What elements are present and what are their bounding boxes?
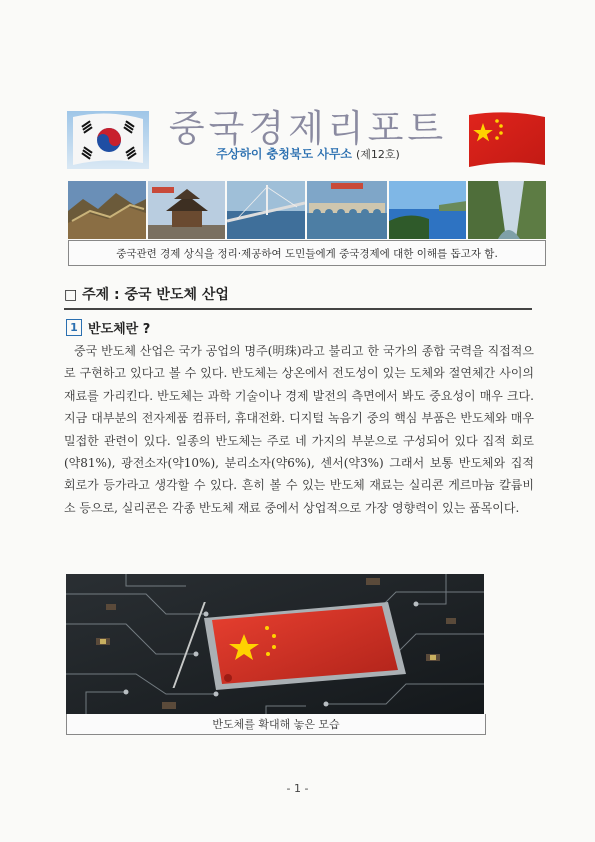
intro-note: 중국관련 경제 상식을 정리·제공하여 도민들에게 중국경제에 대한 이해를 돕고자 함. (68, 240, 546, 266)
office-name: 주상하이 충청북도 사무소 (216, 147, 353, 161)
gorge-photo (468, 181, 546, 239)
south-korea-flag-icon (67, 111, 149, 169)
coast-photo (389, 181, 467, 239)
section-number: 1 (66, 319, 82, 336)
page-number: - 1 - (286, 782, 309, 795)
section-heading (66, 318, 150, 337)
semiconductor-chip-photo (66, 574, 484, 716)
body-paragraph: 중국 반도체 산업은 국가 공업의 명주(明珠)라고 불리고 한 국가의 종합 국력을 직접적으로 구현하고 있다고 볼 수 있다. 반도체는 상온에서 전도성이 있는 도체와 절연체간 사이의 재료를 가리킨다. 반도체는 과학 기술이나 경제 발전의 측면에서 봐도 중요성이 매우 크다. 지금 대부분의 전자제품 컴퓨터, 휴대전화. 디지털 녹음기 중의 핵심 부품은 반도체와 매우 밀접한 관련이 있다. 일종의 반도체는 주로 네 가지의 부분으로 구성되어 있다 집적 회로(약81%), 광전소자(약10%), 분리소자(약6%), 센서(약3%) 그래서 보통 반도체와 집적 회로가 등가라고 생각할 수 있다. 흔히 볼 수 있는 반도체 재료는 실리콘 게르마늄 칼륨비소 등으로, 실리콘은 각종 반도체 재료 중에서 상업적으로 가장 영향력이 있는 품목이다. (64, 344, 534, 515)
topic-heading: □ 주제 : 중국 반도체 산업 (64, 287, 229, 303)
figure-caption: 반도체를 확대해 놓은 모습 (66, 714, 486, 735)
stone-bridge-photo (307, 181, 387, 239)
china-flag-icon (467, 111, 547, 169)
divider (64, 308, 532, 310)
office-subtitle (150, 145, 466, 162)
great-wall-photo (68, 181, 146, 239)
bridge-photo (227, 181, 305, 239)
report-title: 중국경제리포트 (168, 107, 448, 150)
scenery-photo-strip (68, 181, 546, 239)
section-title: 반도체란 ? (88, 322, 151, 337)
issue-number: (제12호) (356, 148, 400, 161)
bell-tower-photo (148, 181, 226, 239)
